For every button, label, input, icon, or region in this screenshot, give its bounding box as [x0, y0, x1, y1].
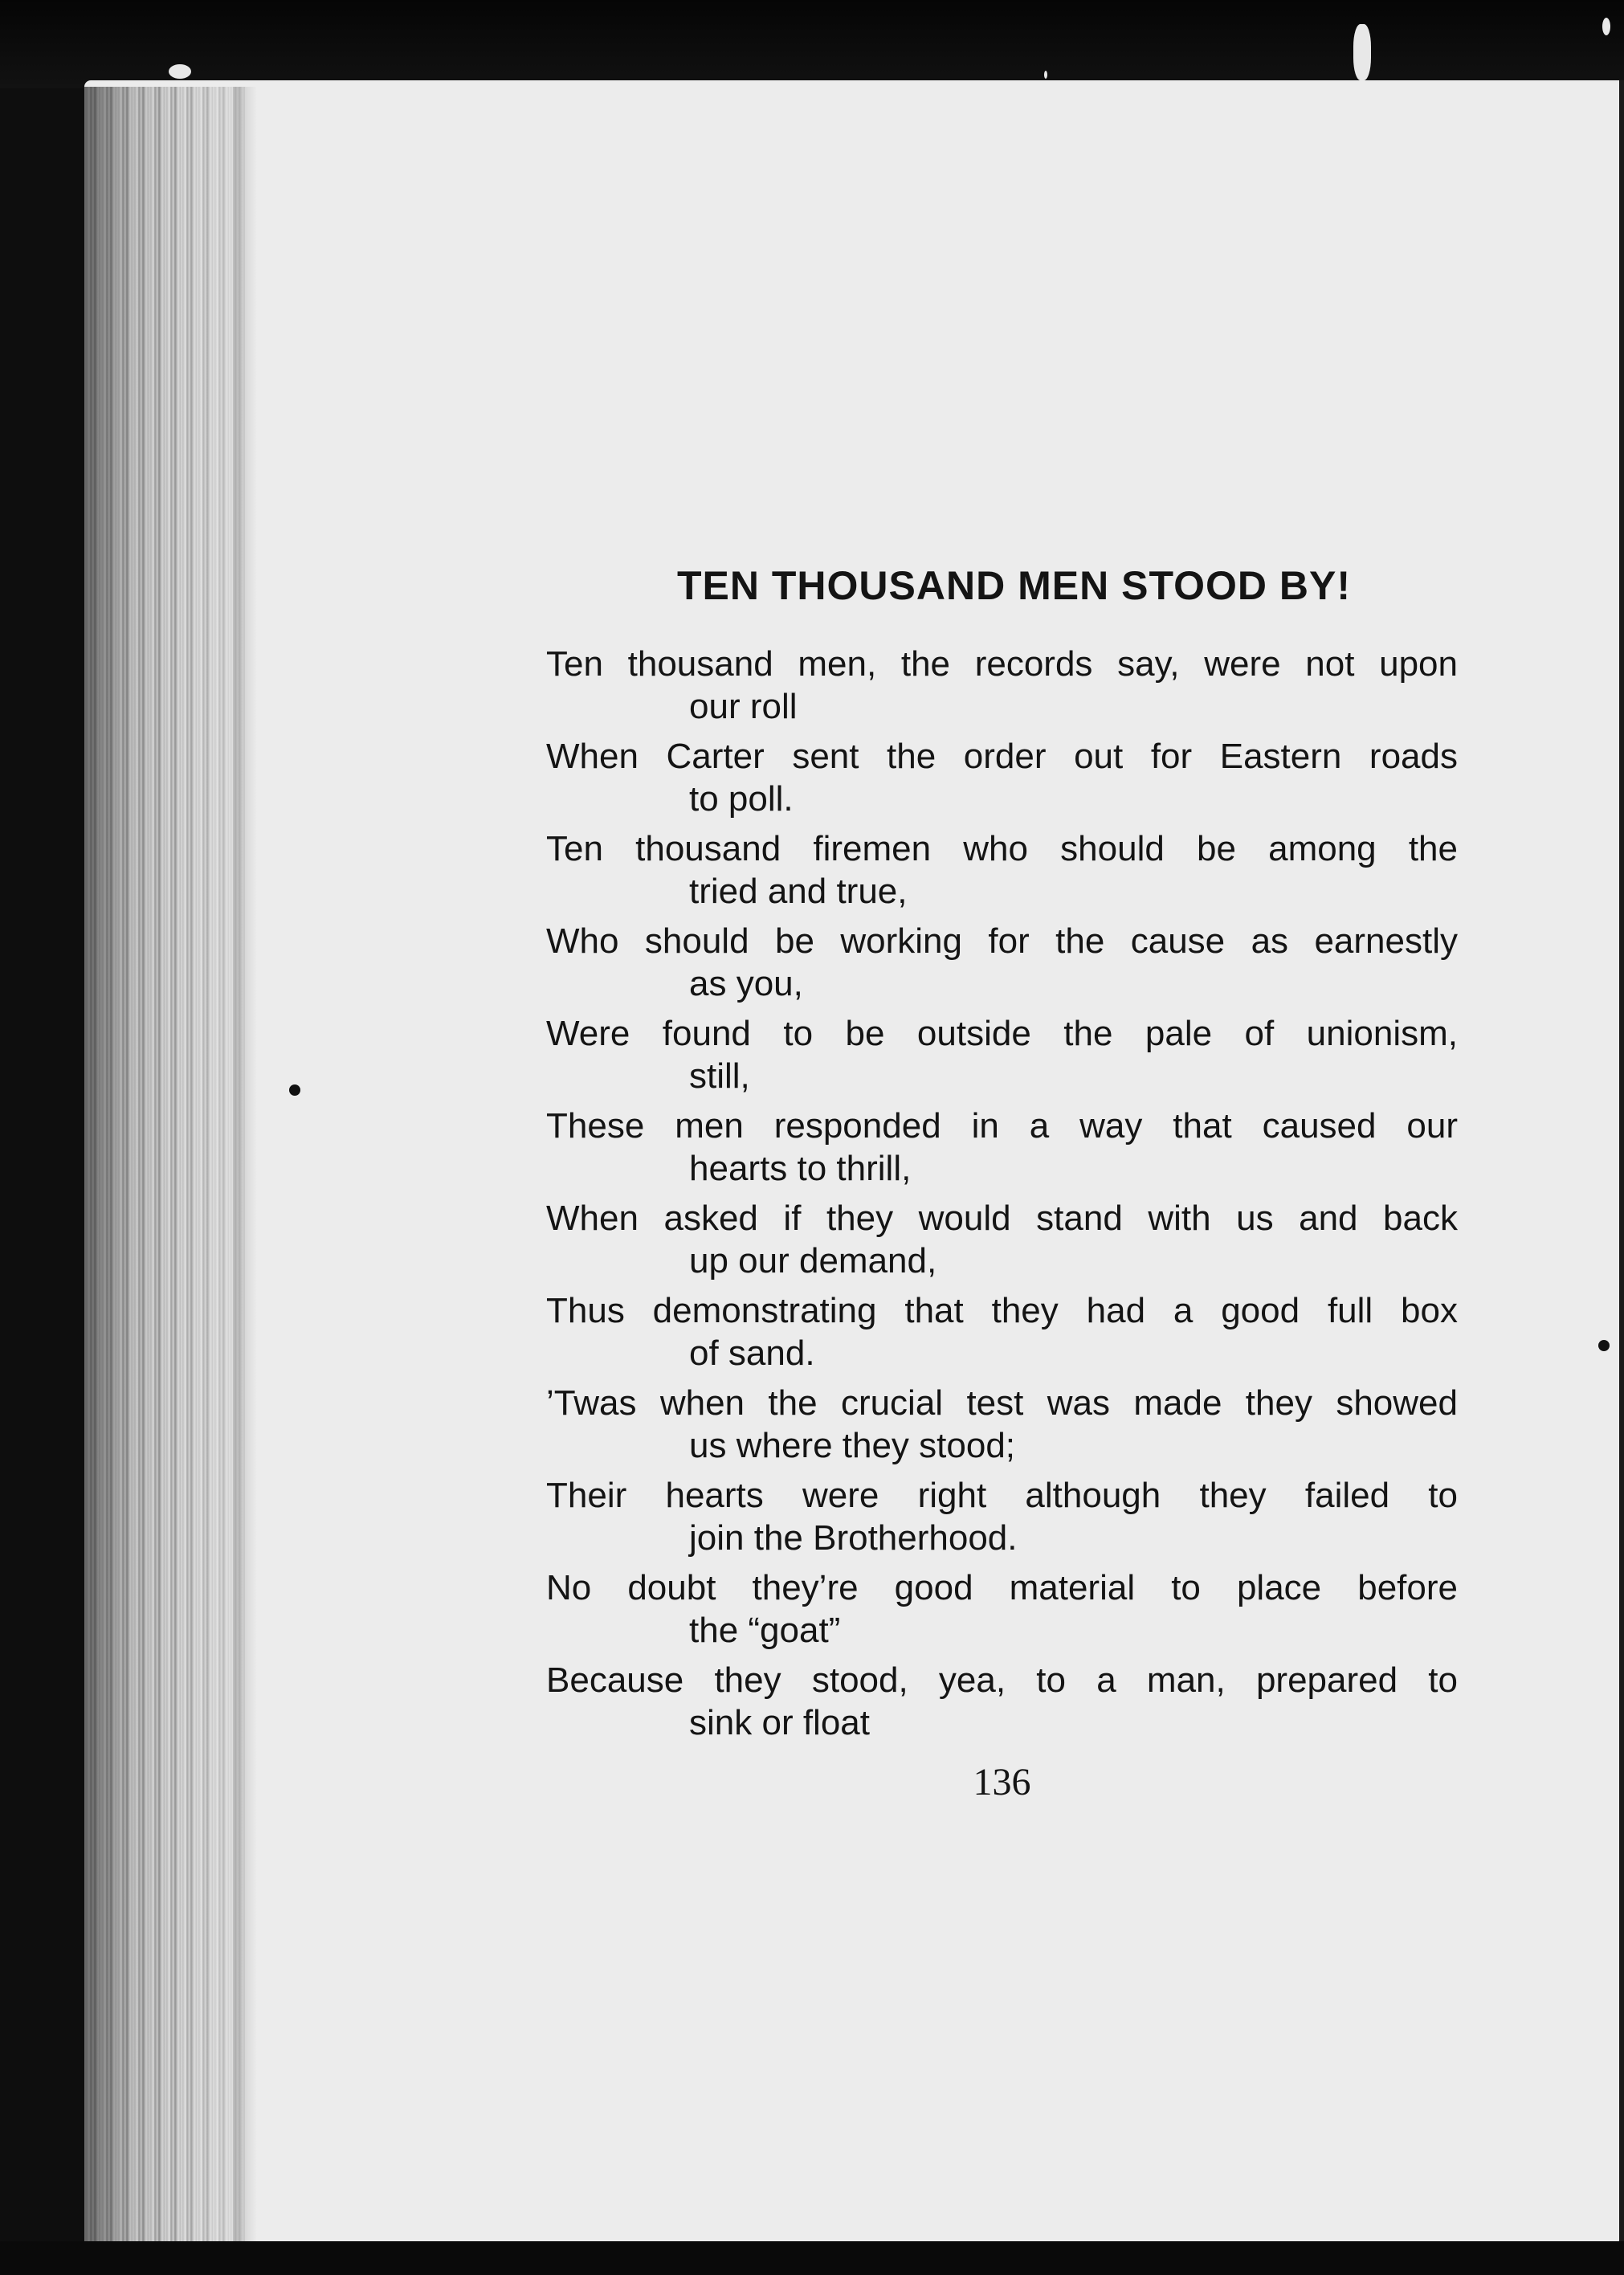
- poem-line-text: Thus demonstrating that they had a good full box: [546, 1291, 1458, 1330]
- page-edge-shadow: [233, 87, 257, 2248]
- scan-speck: [169, 64, 191, 79]
- poem-line-text: When Carter sent the order out for Eastern roads: [546, 737, 1458, 776]
- poem-line: [546, 920, 1458, 1005]
- poem-line-continuation: the “goat”: [689, 1611, 841, 1650]
- poem-line: [546, 1566, 1458, 1652]
- poem-line: [546, 735, 1458, 820]
- scan-speck: [1602, 18, 1610, 35]
- poem-title: TEN THOUSAND MEN STOOD BY!: [677, 563, 1351, 608]
- poem-line-text: Who should be working for the cause as earnestly: [546, 921, 1458, 961]
- poem-line: [546, 1382, 1458, 1467]
- poem-line-continuation: sink or float: [689, 1703, 870, 1742]
- scan-speck: [1353, 24, 1371, 80]
- poem-line: [546, 1659, 1458, 1744]
- poem-line-text: No doubt they’re good material to place before: [546, 1568, 1458, 1607]
- scan-speck: [1044, 71, 1047, 79]
- poem-line-text: Were found to be outside the pale of unionism,: [546, 1014, 1458, 1053]
- poem-line-continuation: our roll: [689, 687, 798, 726]
- poem-line-continuation: as you,: [689, 964, 803, 1003]
- page-fore-edge: [84, 87, 245, 2248]
- poem-line: [546, 1105, 1458, 1190]
- poem-line-text: These men responded in a way that caused our: [546, 1106, 1458, 1146]
- poem-line-continuation: to poll.: [689, 779, 794, 819]
- poem-line-continuation: join the Brotherhood.: [689, 1518, 1018, 1558]
- scan-bottom-border: [0, 2241, 1624, 2275]
- poem-line-text: Because they stood, yea, to a man, prepared to: [546, 1660, 1458, 1700]
- poem-line: [546, 643, 1458, 728]
- poem-line: [546, 1012, 1458, 1097]
- poem-line-continuation: us where they stood;: [689, 1426, 1016, 1465]
- poem-line-continuation: still,: [689, 1056, 750, 1096]
- poem-block: [546, 562, 1458, 1804]
- poem-lines: [546, 643, 1458, 1744]
- margin-mark: [289, 1084, 300, 1096]
- scan-top-border: [0, 0, 1624, 88]
- poem-line-continuation: tried and true,: [689, 872, 908, 911]
- poem-line: [546, 1197, 1458, 1282]
- scan-right-border: [1619, 80, 1624, 2241]
- poem-line-text: Their hearts were right although they failed to: [546, 1476, 1458, 1515]
- page-number: 136: [973, 1761, 1031, 1803]
- poem-line-text: When asked if they would stand with us and back: [546, 1199, 1458, 1238]
- poem-line-text: Ten thousand firemen who should be among the: [546, 829, 1458, 868]
- poem-line-text: Ten thousand men, the records say, were not upon: [546, 644, 1458, 684]
- poem-line-continuation: up our demand,: [689, 1241, 937, 1280]
- margin-mark: [1598, 1340, 1610, 1351]
- poem-line: [546, 1289, 1458, 1374]
- poem-line-continuation: hearts to thrill,: [689, 1149, 912, 1188]
- poem-line: [546, 1474, 1458, 1559]
- poem-line-text: ’Twas when the crucial test was made they showed: [546, 1383, 1458, 1423]
- poem-line: [546, 827, 1458, 913]
- poem-line-continuation: of sand.: [689, 1334, 815, 1373]
